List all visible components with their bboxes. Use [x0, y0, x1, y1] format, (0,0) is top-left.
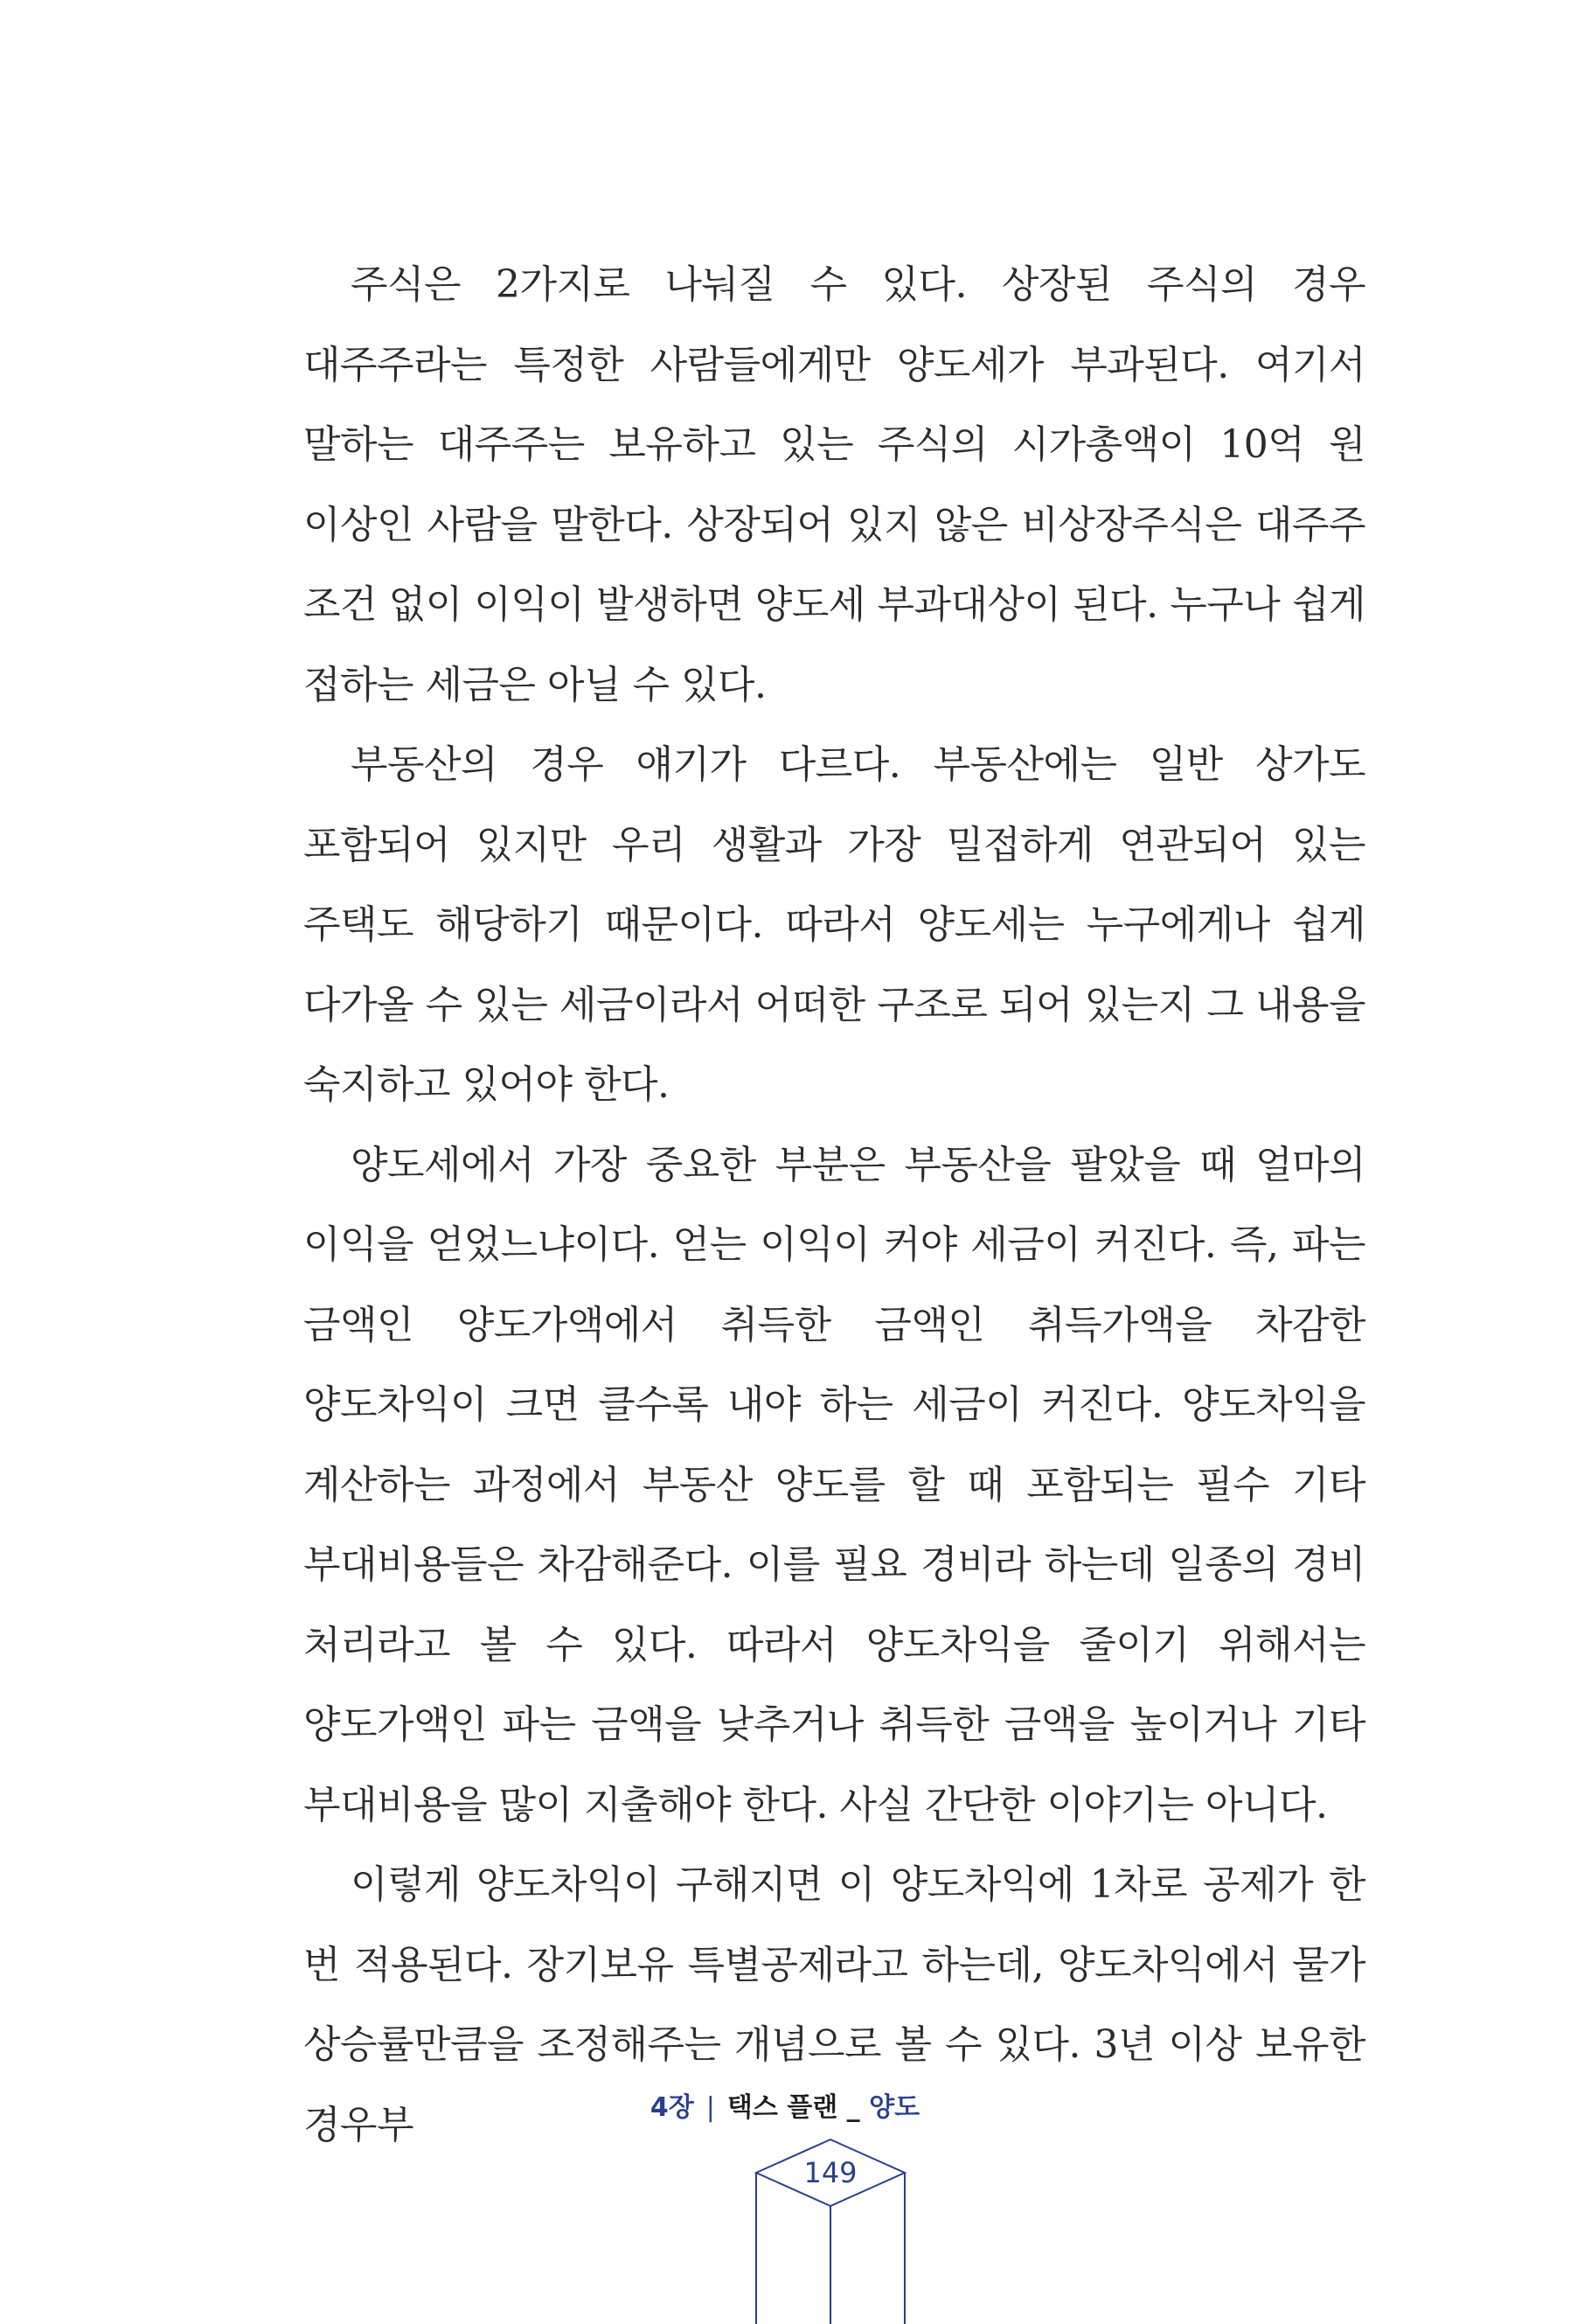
paragraph-4: 이렇게 양도차익이 구해지면 이 양도차익에 1차로 공제가 한 번 적용된다. 장기보유 특별공제라고 하는데, 양도차익에서 물가 상승률만큼을 조정해주는 개념으로 볼 수 있다. 3년 이상 보유한 경우부: [303, 1862, 1365, 2147]
chapter-label: 4장: [650, 2092, 694, 2123]
body-text: [303, 245, 1365, 2165]
footer-separator: |: [705, 2092, 715, 2123]
page-number: 149: [803, 2156, 858, 2189]
running-footer: [0, 2085, 1570, 2124]
footer-title: 택스 플랜 _: [726, 2092, 860, 2123]
paragraph-2: 부동산의 경우 얘기가 다르다. 부동산에는 일반 상가도 포함되어 있지만 우리 생활과 가장 밀접하게 연관되어 있는 주택도 해당하기 때문이다. 따라서 양도세는 누구에게나 쉽게 다가올 수 있는 세금이라서 어떠한 구조로 되어 있는지 그 내용을 숙지하고 있어야 한다.: [303, 742, 1365, 1107]
paragraph-1: 주식은 2가지로 나눠질 수 있다. 상장된 주식의 경우 대주주라는 특정한 사람들에게만 양도세가 부과된다. 여기서 말하는 대주주는 보유하고 있는 주식의 시가총액이 10억 원 이상인 사람을 말한다. 상장되어 있지 않은 비상장주식은 대주주 조건 없이 이익이 발생하면 양도세 부과대상이 된다. 누구나 쉽게 접하는 세금은 아닐 수 있다.: [303, 262, 1365, 707]
paragraph-3: 양도세에서 가장 중요한 부분은 부동산을 팔았을 때 얼마의 이익을 얻었느냐이다. 얻는 이익이 커야 세금이 커진다. 즉, 파는 금액인 양도가액에서 취득한 금액인 취득가액을 차감한 양도차익이 크면 클수록 내야 하는 세금이 커진다. 양도차익을 계산하는 과정에서 부동산 양도를 할 때 포함되는 필수 기타 부대비용들은 차감해준다. 이를 필요 경비라 하는데 일종의 경비 처리라고 볼 수 있다. 따라서 양도차익을 줄이기 위해서는 양도가액인 파는 금액을 낮추거나 취득한 금액을 높이거나 기타 부대비용을 많이 지출해야 한다. 사실 간단한 이야기는 아니다.: [303, 1142, 1365, 1827]
footer-topic: 양도: [869, 2092, 920, 2123]
